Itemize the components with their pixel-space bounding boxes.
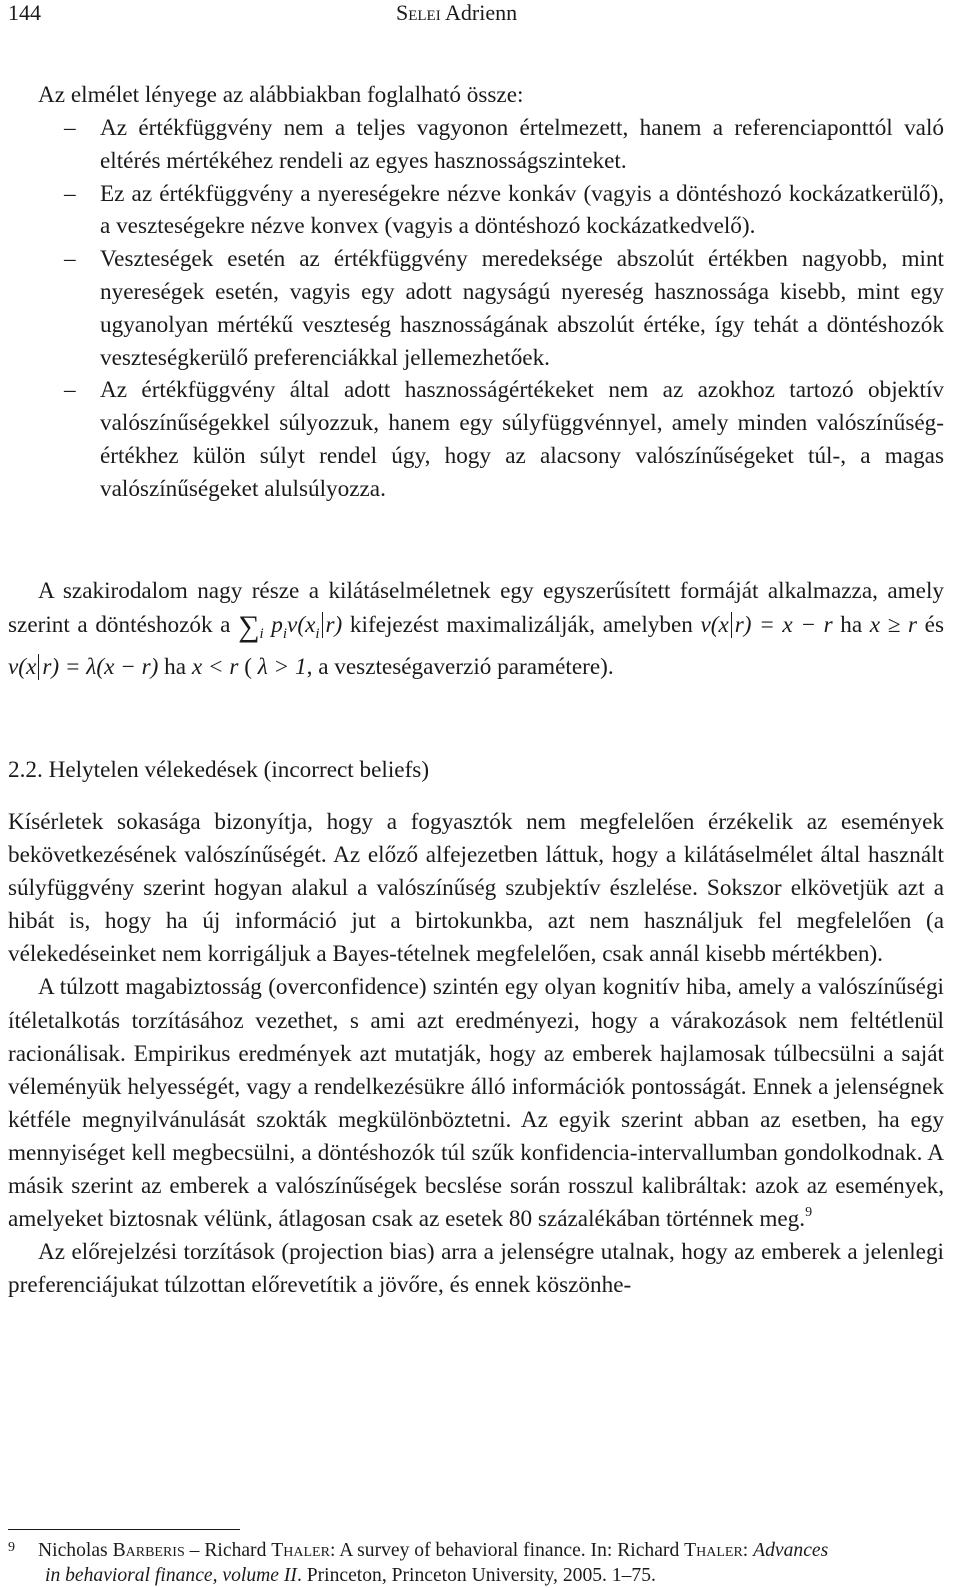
list-item-text: Veszteségek esetén az értékfüggvény meredeksége abszolút értékben nagyobb, mint nyereségek esetén, vagyis egy adott nagyságú nyereség hasznossága kisebb, mint egy ugyanolyan mértékű veszteség hasznosságának abszolút értéke, így tehát a döntéshozók veszteségkerülő preferenciákkal jellemezhetőek. bbox=[100, 246, 944, 371]
paragraph: Az előrejelzési torzítások (projection bias) arra a jelenségre utalnak, hogy az emberek a jelenlegi preferenciájukat túlzottan előrevetítik a jövőre, és ennek köszönhe- bbox=[8, 1239, 944, 1299]
section-heading: 2.2. Helytelen vélekedések (incorrect beliefs) bbox=[8, 757, 430, 783]
formula-para-text: ha bbox=[158, 654, 192, 680]
formula-para-text: , a veszteségaverzió paramétere). bbox=[306, 654, 614, 680]
footnote-author: Barberis bbox=[112, 1540, 185, 1561]
footnote-reference[interactable]: 9 bbox=[805, 1205, 813, 1221]
section-body bbox=[8, 806, 944, 1302]
list-item bbox=[8, 243, 944, 374]
formula-para-text: és bbox=[917, 611, 944, 638]
running-head bbox=[396, 0, 517, 26]
footnote-divider bbox=[8, 1529, 240, 1530]
page-number: 144 bbox=[8, 0, 41, 25]
sum-index: i bbox=[259, 625, 264, 642]
list-item bbox=[8, 374, 944, 505]
footnote-text: Nicholas Barberis – Richard Thaler: A survey of behavioral finance. In: Richard Thaler: Advances in behavioral finance, volume II. Princeton, Princeton University, 2005. 1–75. bbox=[38, 1540, 829, 1586]
theory-bullet-list bbox=[8, 112, 944, 506]
arg-index: i bbox=[315, 625, 320, 642]
footnote-book-title: in behavioral finance, volume II bbox=[45, 1565, 297, 1586]
ref-r: r) bbox=[322, 612, 343, 638]
paragraph: Kísérletek sokasága bizonyítja, hogy a fogyasztók nem megfelelően érzékelik az események bekövetkezésének valószínűségét. Az előző alfejezetben láttuk, hogy a kilátáselmélet által használt súlyfüggvény szerint hogyan alakul a valószínűség szubjektív észlelése. Sokszor elkövetjük azt a hibát is, hogy ha új információ jut a birtokunkba, azt nem használjuk fel megfelelően (a vélekedéseinket nem korrigáljuk a Bayes-tételnek megfelelően, csak annál kisebb mértékben). bbox=[8, 809, 944, 968]
paragraph bbox=[8, 971, 944, 1236]
running-head-author-given: Adrienn bbox=[440, 0, 518, 25]
dash-marker: – bbox=[64, 180, 76, 207]
arg-x: (x bbox=[297, 611, 316, 638]
footnote bbox=[8, 1538, 944, 1588]
footnote-editor: Thaler bbox=[684, 1540, 743, 1561]
list-item-text: Ez az értékfüggvény a nyereségekre nézve konkáv (vagyis a döntéshozó kockázatkerülő), a veszteségekre nézve konvex (vagyis a döntéshozó kockázatkedvelő). bbox=[100, 180, 944, 240]
value-function-loss: v(x r) = λ(x − r) bbox=[8, 654, 159, 680]
prob-index: i bbox=[282, 625, 288, 642]
running-head-author-surname: Selei bbox=[396, 0, 441, 25]
list-item bbox=[8, 178, 944, 244]
list-item-text: Az értékfüggvény nem a teljes vagyonon értelmezett, hanem a referenciaponttól való eltérés mértékéhez rendeli az egyes hasznosságszinteket. bbox=[100, 115, 944, 174]
footnote-number: 9 bbox=[8, 1540, 15, 1555]
gain-condition: x ≥ r bbox=[869, 611, 918, 638]
value-v: v bbox=[287, 611, 298, 638]
formula-para-text: A szakirodalom nagy része a kilátáselméletnek egy egyszerűsített formáját alkalmazza, amely szerint a döntéshozók a bbox=[8, 578, 944, 638]
loss-condition: x < r bbox=[191, 654, 239, 680]
footnote-author: Thaler bbox=[271, 1540, 330, 1561]
list-item-text: Az értékfüggvény által adott hasznosságértékeket nem az azokhoz tartozó objektív valószínűségekkel súlyozzuk, hanem egy súlyfüggvénnyel, amely minden valószínűség-értékhez külön súlyt rendel úgy, hogy az alacsony valószínűségeket túl-, a magas valószínűségeket alulsúlyozza. bbox=[100, 377, 944, 502]
paragraph-text: A túlzott magabiztosság (overconfidence) szintén egy olyan kognitív hiba, amely a valószínűségi ítéletalkotás torzításához vezethet, s ami azt eredményezi, hogy a várakozások nem feltétlenül racionálisak. Empirikus eredmények azt mutatják, hogy az emberek hajlamosak túlbecsülni a saját véleményük helyességét, vagy a rendelkezésükre álló információk pontosságát. Ennek a jelenségnek kétféle megnyilvánulását szokták megkülönböztetni. Az egyik szerint abban az esetben, ha egy mennyiséget kell megbecsülni, a döntéshozók túl szűk konfidencia-intervallumban gondolkodnak. A másik szerint az emberek a valószínűségek becslése során rosszul kalibráltak: azok az események, amelyeket biztosnak vélünk, átlagosan csak az esetek 80 százalékában történnek meg. bbox=[8, 974, 944, 1233]
sum-symbol: ∑ bbox=[238, 609, 260, 643]
sum-expression bbox=[238, 609, 343, 643]
formula-para-text: ha bbox=[832, 611, 870, 638]
dash-marker: – bbox=[64, 377, 76, 404]
formula-para-text: kifejezést maximalizálják, amelyben bbox=[342, 611, 701, 638]
dash-marker: – bbox=[64, 115, 76, 141]
value-function-gain: v(x r) = x − r bbox=[700, 611, 833, 638]
prob-p: p bbox=[271, 611, 283, 638]
list-item bbox=[8, 112, 944, 178]
formula-paragraph bbox=[8, 575, 944, 685]
formula-para-text: ( bbox=[238, 654, 258, 680]
dash-marker: – bbox=[64, 246, 76, 273]
lambda-condition: λ > 1 bbox=[257, 654, 307, 680]
page-header bbox=[8, 0, 944, 30]
footnote-book-title: Advances bbox=[753, 1540, 829, 1561]
intro-sentence: Az elmélet lényege az alábbiakban foglalható össze: bbox=[38, 82, 524, 108]
